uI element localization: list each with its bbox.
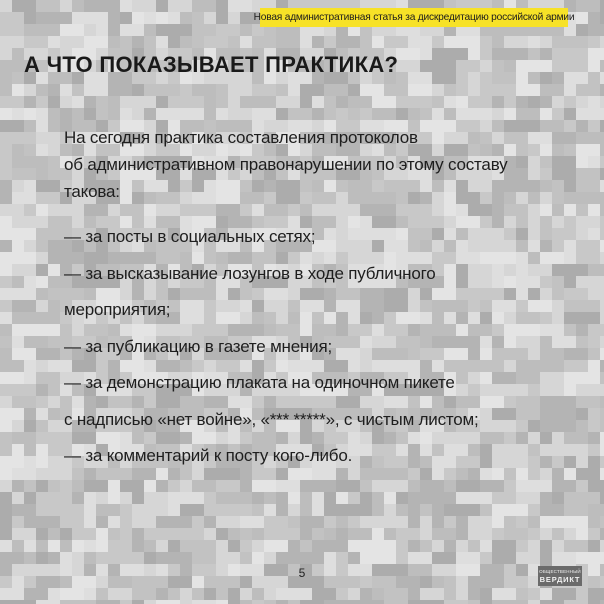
camo-patch: [600, 120, 604, 132]
camo-patch: [240, 600, 252, 604]
camo-patch: [36, 144, 48, 156]
camo-patch: [144, 480, 156, 492]
camo-patch: [384, 96, 396, 108]
camo-patch: [36, 480, 48, 492]
camo-patch: [12, 504, 36, 516]
camo-patch: [576, 84, 588, 96]
camo-patch: [588, 348, 600, 360]
camo-patch: [348, 108, 360, 120]
camo-patch: [408, 600, 444, 604]
camo-patch: [36, 312, 48, 324]
camo-patch: [492, 600, 528, 604]
header-banner-text: Новая административная статья за дискредитацию российской армии: [253, 12, 575, 23]
camo-patch: [36, 12, 48, 24]
camo-patch: [600, 204, 604, 216]
camo-patch: [384, 588, 408, 604]
camo-patch: [336, 492, 348, 504]
camo-patch: [84, 0, 120, 12]
camo-patch: [84, 24, 96, 36]
camo-patch: [600, 48, 604, 60]
camo-patch: [132, 36, 144, 48]
camo-patch: [168, 504, 180, 516]
camo-patch: [420, 588, 432, 600]
camo-patch: [228, 12, 240, 24]
camo-patch: [336, 528, 348, 540]
camo-patch: [36, 276, 48, 288]
camo-patch: [600, 600, 604, 604]
camo-patch: [372, 528, 384, 540]
camo-patch: [588, 228, 600, 240]
camo-patch: [600, 468, 604, 480]
camo-patch: [48, 24, 60, 36]
camo-patch: [504, 504, 528, 516]
camo-patch: [84, 516, 96, 528]
camo-patch: [504, 552, 516, 564]
camo-patch: [540, 108, 552, 120]
camo-patch: [264, 504, 276, 516]
list-item: [64, 438, 584, 475]
camo-patch: [228, 84, 252, 96]
camo-patch: [468, 72, 480, 96]
camo-patch: [336, 480, 360, 492]
camo-patch: [48, 552, 60, 564]
camo-patch: [600, 12, 604, 24]
camo-patch: [600, 0, 604, 12]
camo-patch: [216, 84, 228, 108]
camo-patch: [48, 84, 60, 96]
camo-patch: [0, 588, 24, 600]
camo-patch: [216, 12, 228, 24]
camo-patch: [588, 96, 600, 108]
camo-patch: [456, 540, 468, 552]
camo-patch: [240, 516, 264, 528]
camo-patch: [516, 36, 528, 48]
camo-patch: [312, 528, 324, 540]
camo-patch: [144, 96, 156, 108]
camo-patch: [324, 600, 360, 604]
list-item-text: — за демонстрацию плаката на одиночном пикете: [64, 373, 455, 392]
camo-patch: [12, 144, 24, 156]
camo-patch: [600, 252, 604, 264]
camo-patch: [336, 504, 372, 516]
camo-patch: [48, 144, 60, 156]
camo-patch: [12, 84, 24, 96]
camo-patch: [600, 432, 604, 456]
camo-patch: [588, 156, 600, 168]
camo-patch: [516, 60, 552, 72]
camo-patch: [36, 240, 48, 252]
verdict-logo: [538, 566, 582, 586]
intro-line: такова:: [64, 182, 120, 201]
camo-patch: [504, 528, 528, 540]
camo-patch: [540, 588, 552, 600]
camo-patch: [312, 540, 348, 552]
camo-patch: [132, 504, 156, 528]
camo-patch: [552, 528, 564, 540]
camo-patch: [132, 24, 144, 36]
camo-patch: [276, 600, 288, 604]
camo-patch: [96, 588, 108, 600]
camo-patch: [36, 588, 48, 600]
camo-patch: [12, 600, 24, 604]
camo-patch: [288, 552, 324, 564]
camo-patch: [564, 108, 576, 120]
camo-patch: [36, 384, 48, 396]
camo-patch: [372, 504, 384, 516]
camo-patch: [0, 180, 12, 204]
camo-patch: [84, 552, 96, 564]
camo-patch: [432, 528, 456, 540]
page-title: А ЧТО ПОКАЗЫВАЕТ ПРАКТИКА?: [24, 52, 399, 77]
camo-patch: [576, 0, 600, 12]
camo-patch: [552, 96, 564, 108]
camo-patch: [432, 48, 468, 60]
camo-patch: [228, 0, 252, 12]
list-item: [64, 219, 584, 256]
camo-patch: [588, 72, 600, 96]
camo-patch: [336, 516, 348, 528]
intro-line: об административном правонарушении по этому составу: [64, 155, 508, 174]
camo-patch: [48, 132, 60, 144]
list-item-text: — за посты в социальных сетях;: [64, 227, 316, 246]
camo-patch: [192, 480, 216, 492]
camo-patch: [336, 36, 360, 48]
camo-patch: [24, 84, 36, 96]
camo-patch: [588, 360, 600, 372]
page-number: 5: [298, 566, 306, 580]
camo-patch: [552, 36, 564, 48]
camo-patch: [84, 108, 96, 120]
camo-patch: [144, 84, 180, 96]
camo-patch: [480, 540, 492, 552]
camo-patch: [156, 552, 180, 564]
camo-patch: [60, 600, 84, 604]
camo-patch: [12, 528, 36, 540]
camo-patch: [600, 300, 604, 312]
camo-patch: [540, 96, 552, 108]
intro-paragraph: [64, 124, 584, 205]
camo-patch: [276, 480, 300, 492]
camo-patch: [528, 516, 540, 528]
camo-patch: [240, 528, 252, 540]
camo-patch: [60, 540, 72, 552]
camo-patch: [96, 24, 108, 36]
camo-patch: [12, 0, 36, 12]
camo-patch: [372, 36, 384, 48]
camo-patch: [48, 96, 60, 108]
camo-patch: [24, 456, 36, 468]
camo-patch: [444, 504, 480, 516]
camo-patch: [36, 132, 48, 144]
camo-patch: [432, 588, 444, 600]
logo-bottom-text: ВЕРДИКТ: [539, 575, 581, 584]
camo-patch: [156, 516, 192, 528]
camo-patch: [528, 48, 540, 60]
camo-patch: [600, 312, 604, 324]
camo-patch: [192, 504, 204, 516]
list-item-text: — за публикацию в газете мнения;: [64, 336, 333, 356]
camo-patch: [0, 204, 24, 216]
list-item-text: мероприятия;: [64, 300, 171, 319]
content-block: [64, 124, 584, 475]
camo-patch: [492, 504, 504, 528]
camo-patch: [192, 600, 216, 604]
camo-patch: [264, 24, 276, 48]
camo-patch: [228, 492, 252, 504]
camo-patch: [456, 480, 480, 492]
camo-patch: [120, 492, 132, 504]
camo-patch: [600, 516, 604, 528]
camo-patch: [312, 108, 324, 120]
camo-patch: [96, 600, 120, 604]
header-banner: [253, 8, 575, 27]
camo-patch: [420, 504, 432, 516]
camo-patch: [132, 0, 156, 12]
list-item-text: с надписью «нет войне», «*** *****», с чистым листом;: [64, 409, 479, 429]
camo-patch: [564, 36, 588, 48]
camo-patch: [420, 480, 444, 492]
list-item-text: — за высказывание лозунгов в ходе публичного: [64, 263, 436, 283]
camo-patch: [468, 600, 480, 604]
camo-patch: [420, 492, 456, 504]
camo-patch: [216, 600, 228, 604]
camo-patch: [516, 552, 528, 564]
camo-patch: [552, 588, 576, 600]
camo-patch: [492, 108, 504, 120]
camo-patch: [540, 600, 564, 604]
camo-patch: [300, 492, 312, 504]
camo-patch: [204, 84, 216, 108]
camo-patch: [492, 588, 516, 600]
camo-patch: [540, 84, 564, 96]
logo-top-text: ОБЩЕСТВЕННЫЙ: [539, 569, 581, 574]
camo-patch: [468, 108, 480, 120]
camo-patch: [300, 504, 312, 516]
camo-patch: [348, 96, 372, 108]
camo-patch: [600, 360, 604, 372]
camo-patch: [108, 528, 120, 540]
camo-patch: [156, 96, 168, 108]
camo-patch: [468, 516, 492, 540]
camo-patch: [240, 36, 252, 48]
camo-patch: [600, 348, 604, 360]
camo-patch: [300, 480, 336, 492]
camo-patch: [264, 492, 276, 504]
camo-patch: [12, 396, 36, 408]
camo-patch: [600, 180, 604, 192]
camo-patch: [300, 96, 312, 108]
camo-patch: [456, 96, 468, 108]
camo-patch: [36, 540, 48, 552]
camo-patch: [84, 96, 96, 108]
camo-patch: [324, 528, 336, 540]
camo-patch: [144, 600, 156, 604]
camo-patch: [396, 60, 420, 72]
camo-patch: [132, 528, 144, 552]
camo-patch: [372, 480, 396, 492]
camo-patch: [564, 492, 576, 516]
camo-patch: [24, 216, 36, 228]
camo-patch: [60, 588, 84, 600]
camo-patch: [588, 288, 600, 300]
camo-patch: [576, 108, 604, 120]
camo-patch: [372, 516, 408, 528]
camo-patch: [12, 288, 36, 300]
camo-patch: [600, 420, 604, 432]
camo-patch: [252, 588, 264, 600]
intro-line: На сегодня практика составления протоколов: [64, 128, 418, 147]
camo-patch: [96, 504, 120, 516]
list-item: [64, 329, 584, 366]
camo-patch: [36, 456, 48, 468]
camo-patch: [456, 492, 492, 504]
camo-patch: [372, 540, 396, 564]
camo-patch: [600, 372, 604, 384]
camo-patch: [12, 192, 36, 204]
camo-patch: [228, 108, 252, 120]
camo-patch: [0, 516, 12, 528]
camo-patch: [12, 48, 24, 60]
camo-patch: [48, 300, 60, 324]
list-item: [64, 256, 584, 329]
camo-patch: [48, 180, 60, 192]
camo-patch: [264, 552, 276, 564]
camo-patch: [180, 36, 192, 48]
list-item-text: — за комментарий к посту кого-либо.: [64, 446, 353, 465]
camo-patch: [24, 120, 36, 132]
camo-patch: [444, 60, 456, 72]
practice-list: [64, 219, 584, 475]
camo-patch: [528, 36, 540, 48]
camo-patch: [0, 408, 12, 432]
camo-patch: [0, 228, 36, 240]
camo-patch: [180, 492, 204, 504]
camo-patch: [600, 276, 604, 300]
camo-patch: [36, 108, 48, 132]
list-item: [64, 365, 584, 438]
camo-patch: [156, 36, 168, 48]
camo-patch: [576, 24, 588, 36]
